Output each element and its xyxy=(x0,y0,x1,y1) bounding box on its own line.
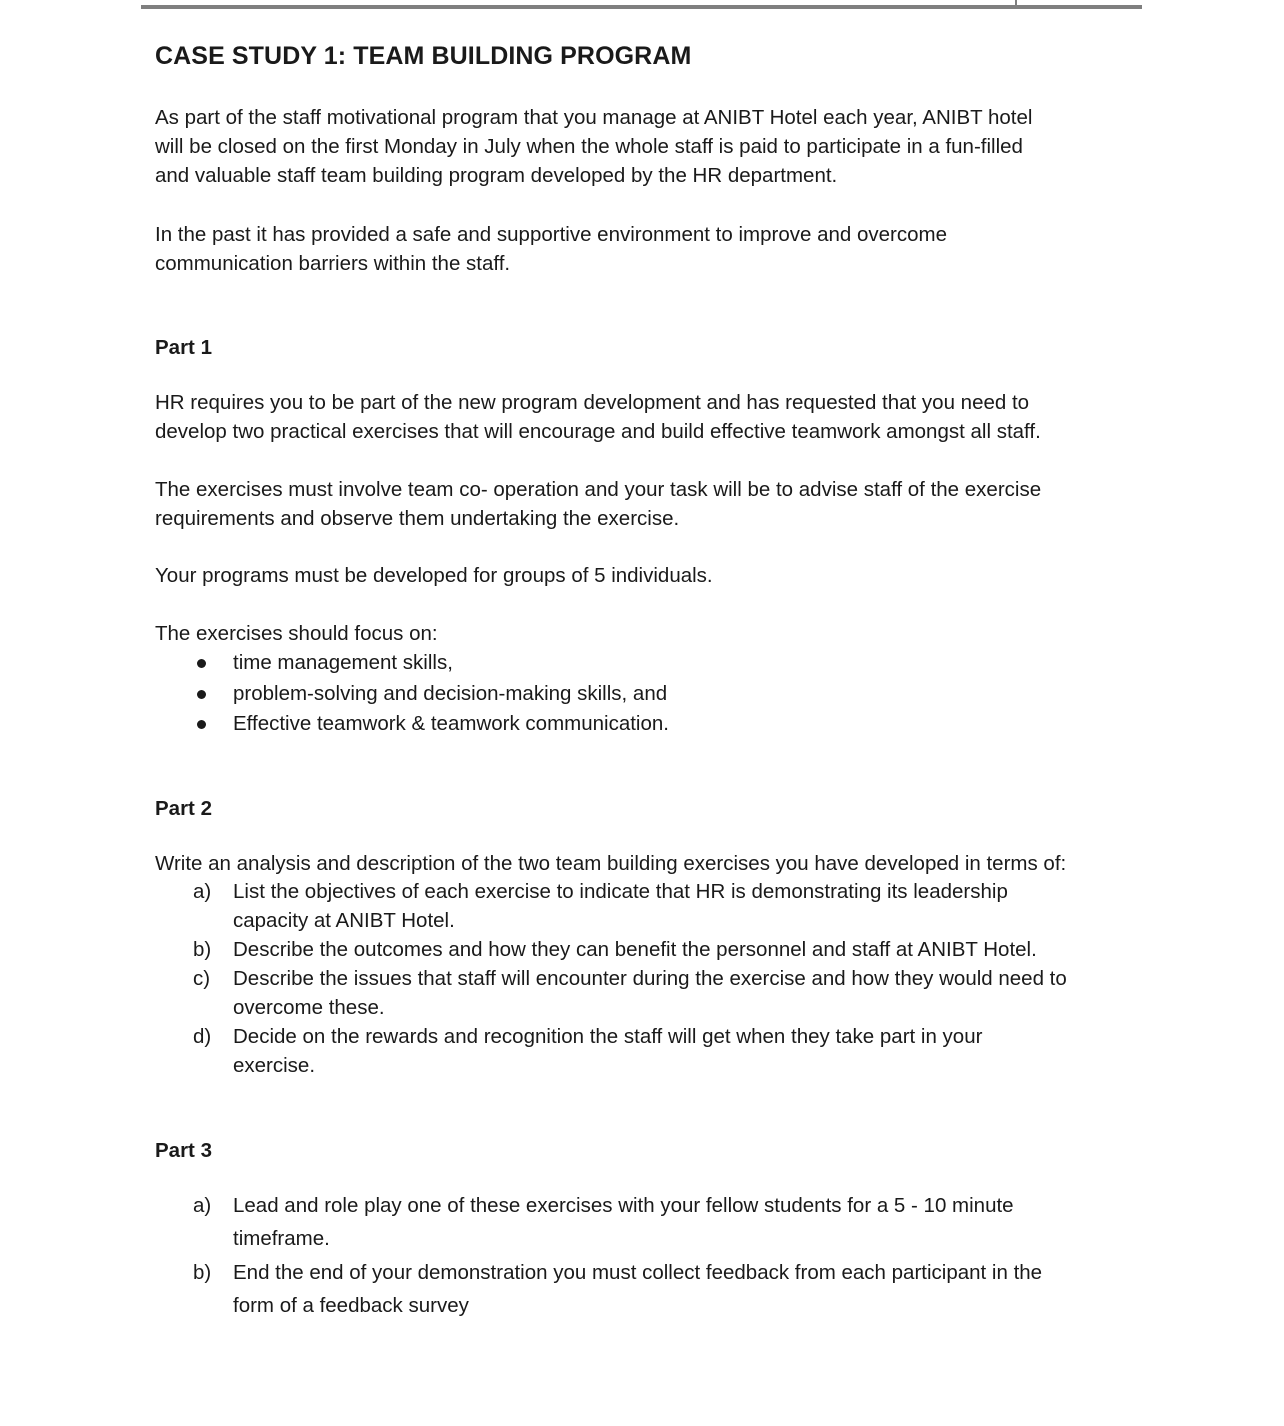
intro-paragraph-2 xyxy=(155,220,1145,278)
part1-p1-line-2: develop two practical exercises that will encourage and build effective teamwork amongst all staff. xyxy=(155,420,1041,443)
part-3-heading: Part 3 xyxy=(155,1139,212,1162)
list-item xyxy=(155,935,1145,964)
list-marker: a) xyxy=(193,880,212,903)
part-1-paragraph-2 xyxy=(155,475,1145,533)
bullet-icon xyxy=(197,720,206,729)
intro-paragraph-1 xyxy=(155,103,1145,190)
intro-p2-line-1: In the past it has provided a safe and supportive environment to improve and overcome xyxy=(155,223,947,246)
part1-p2-line-1: The exercises must involve team co- operation and your task will be to advise staff of the exercise xyxy=(155,478,1042,501)
top-border-tick xyxy=(1015,0,1017,6)
list-item xyxy=(155,964,1145,1022)
item-line: timeframe. xyxy=(233,1227,330,1250)
intro-p1-line-3: and valuable staff team building program developed by the HR department. xyxy=(155,164,838,187)
list-marker: a) xyxy=(193,1194,212,1217)
focus-item-text: time management skills, xyxy=(233,651,453,674)
list-marker: c) xyxy=(193,967,211,990)
focus-intro: The exercises should focus on: xyxy=(155,622,438,645)
part-2-heading: Part 2 xyxy=(155,797,212,820)
item-line: End the end of your demonstration you must collect feedback from each participant in the xyxy=(233,1261,1043,1284)
list-item xyxy=(155,877,1145,935)
part-2-list xyxy=(155,877,1145,1080)
item-line: overcome these. xyxy=(233,996,385,1019)
item-line: Describe the issues that staff will encounter during the exercise and how they would need to xyxy=(233,967,1067,990)
focus-item-text: problem-solving and decision-making skills, and xyxy=(233,681,668,705)
item-line: Describe the outcomes and how they can benefit the personnel and staff at ANIBT Hotel. xyxy=(233,938,1037,961)
intro-p1-line-2: will be closed on the first Monday in July when the whole staff is paid to participate in a fun-filled xyxy=(155,135,1023,158)
part-1-paragraph-1 xyxy=(155,388,1145,446)
focus-item-text: Effective teamwork & teamwork communication. xyxy=(233,712,669,735)
focus-list xyxy=(155,648,1145,740)
document-title: CASE STUDY 1: TEAM BUILDING PROGRAM xyxy=(155,42,692,70)
intro-p1-line-1: As part of the staff motivational program that you manage at ANIBT Hotel each year, ANIBT hotel xyxy=(155,106,1033,129)
bullet-icon xyxy=(197,659,206,668)
item-line: capacity at ANIBT Hotel. xyxy=(233,909,455,932)
part-2-intro: Write an analysis and description of the two team building exercises you have developed in terms of: xyxy=(155,852,1067,875)
part-3-list xyxy=(155,1189,1145,1323)
part-1-heading: Part 1 xyxy=(155,336,212,359)
part1-p2-line-2: requirements and observe them undertaking the exercise. xyxy=(155,507,680,530)
intro-p2-line-2: communication barriers within the staff. xyxy=(155,252,511,275)
part1-p1-line-1: HR requires you to be part of the new program development and has requested that you need to xyxy=(155,391,1030,414)
bullet-icon xyxy=(197,690,206,699)
item-line: List the objectives of each exercise to indicate that HR is demonstrating its leadership xyxy=(233,880,1008,903)
item-line: exercise. xyxy=(233,1054,316,1077)
list-item xyxy=(155,709,1145,740)
list-item xyxy=(155,648,1145,679)
list-item xyxy=(155,1022,1145,1080)
item-line: Lead and role play one of these exercises with your fellow students for a 5 - 10 minute xyxy=(233,1194,1014,1217)
part-1-paragraph-3: Your programs must be developed for groups of 5 individuals. xyxy=(155,564,713,587)
list-item xyxy=(155,1189,1145,1255)
item-line: form of a feedback survey xyxy=(233,1294,469,1317)
list-item xyxy=(155,679,1145,710)
item-line: Decide on the rewards and recognition the staff will get when they take part in your xyxy=(233,1025,983,1048)
list-marker: d) xyxy=(193,1025,212,1048)
list-marker: b) xyxy=(193,938,212,961)
list-item xyxy=(155,1256,1145,1322)
list-marker: b) xyxy=(193,1261,212,1284)
top-border-rule xyxy=(141,5,1142,9)
